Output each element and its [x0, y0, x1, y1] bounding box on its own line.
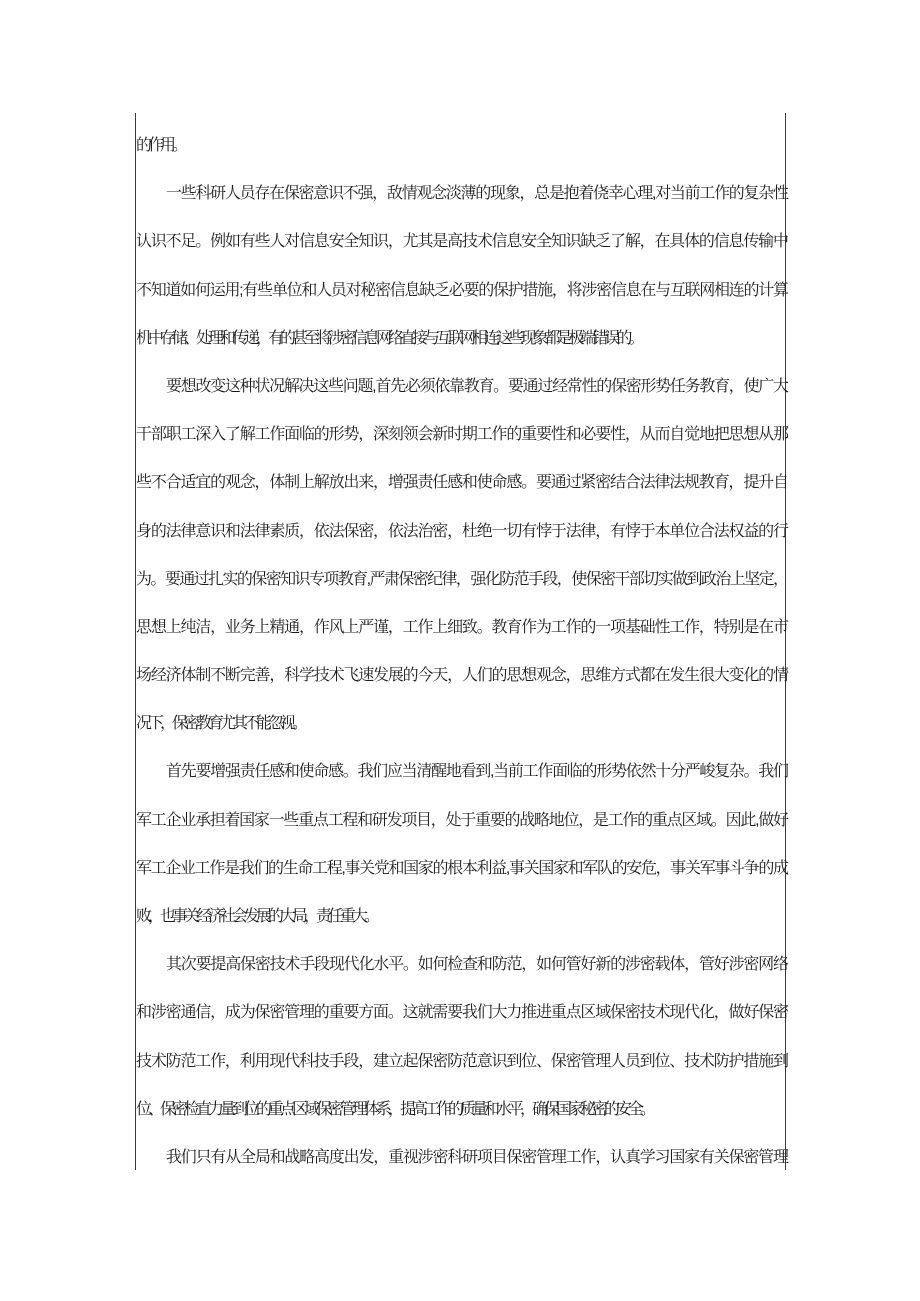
text-line: 一些科研人员存在保密意识不强，敌情观念淡薄的现象，总是抱着侥幸心理,对当前工作的复杂性	[166, 185, 785, 203]
text-line: 思想上纯洁，业务上精通，作风上严谨，工作上细致。教育作为工作的一项基础性工作，特别是在市	[136, 618, 785, 636]
text-line: 首先要增强责任感和使命感。我们应当清醒地看到,当前工作面临的形势依然十分严峻复杂。我们	[166, 763, 785, 781]
text-line: 位、保密检直力量到位的重点区域保密管理体系，提高工作的质量和水平，确保国家秘密的安全。	[136, 1100, 653, 1118]
text-line: 干部职工深入了解工作面临的形势，深刻领会新时期工作的重要性和必要性，从而自觉地把思想从那	[136, 426, 785, 444]
text-line: 些不合适宜的观念，体制上解放出来，增强责任感和使命感。要通过紧密结合法律法规教育，提升自	[136, 474, 785, 492]
document-text-block	[135, 113, 786, 1170]
text-line: 败，也事关经济社会发展的大局，责任重大。	[136, 908, 377, 925]
text-line: 为。要通过扎实的保密知识专项教育,严肃保密纪律，强化防范手段，使保密干部切实做到政治上坚定，	[136, 570, 785, 588]
text-line: 和涉密通信，成为保密管理的重要方面。这就需要我们大力推进重点区域保密技术现代化，做好保密	[136, 1004, 785, 1022]
text-line: 我们只有从全局和战略高度出发，重视涉密科研项目保密管理工作，认真学习国家有关保密管理	[166, 1148, 785, 1166]
text-line: 其次要提高保密技术手段现代化水平。如何检查和防范，如何管好新的涉密载体，管好涉密网络	[166, 956, 785, 974]
text-line: 要想改变这种状况解决这些问题,首先必须依靠教育。要通过经常性的保密形势任务教育，使广大	[166, 377, 785, 395]
text-line: 场经济体制不断完善，科学技术飞速发展的今天，人们的思想观念，思维方式都在发生很大变化的情	[136, 667, 785, 685]
text-line: 机中存储、处理和传递，有的甚至将涉密信息网络直接与互联网相连;这些现象都是极端错误的。	[136, 329, 641, 347]
text-line: 认识不足。例如有些人对信息安全知识，尤其是高技术信息安全知识缺乏了解，在具体的信息传输中	[136, 233, 785, 251]
text-line: 军工企业承担着国家一些重点工程和研发项目，处于重要的战略地位，是工作的重点区域。因此,做好	[136, 811, 785, 829]
text-line: 的作用。	[136, 137, 185, 154]
text-line: 不知道如何运用;有些单位和人员对秘密信息缺乏必要的保护措施，将涉密信息在与互联网相连的计算	[136, 281, 785, 299]
text-line: 军工企业工作是我们的生命工程,事关党和国家的根本利益,事关国家和军队的安危，事关军事斗争的成	[136, 859, 785, 877]
text-line: 技术防范工作，利用现代科技手段，建立起保密防范意识到位、保密管理人员到位、技术防护措施到	[136, 1052, 785, 1070]
text-line: 身的法律意识和法律素质，依法保密，依法治密，杜绝一切有悖于法律，有悖于本单位合法权益的行	[136, 522, 785, 540]
text-line: 况下，保密教育尤其不能忽视。	[136, 715, 305, 733]
